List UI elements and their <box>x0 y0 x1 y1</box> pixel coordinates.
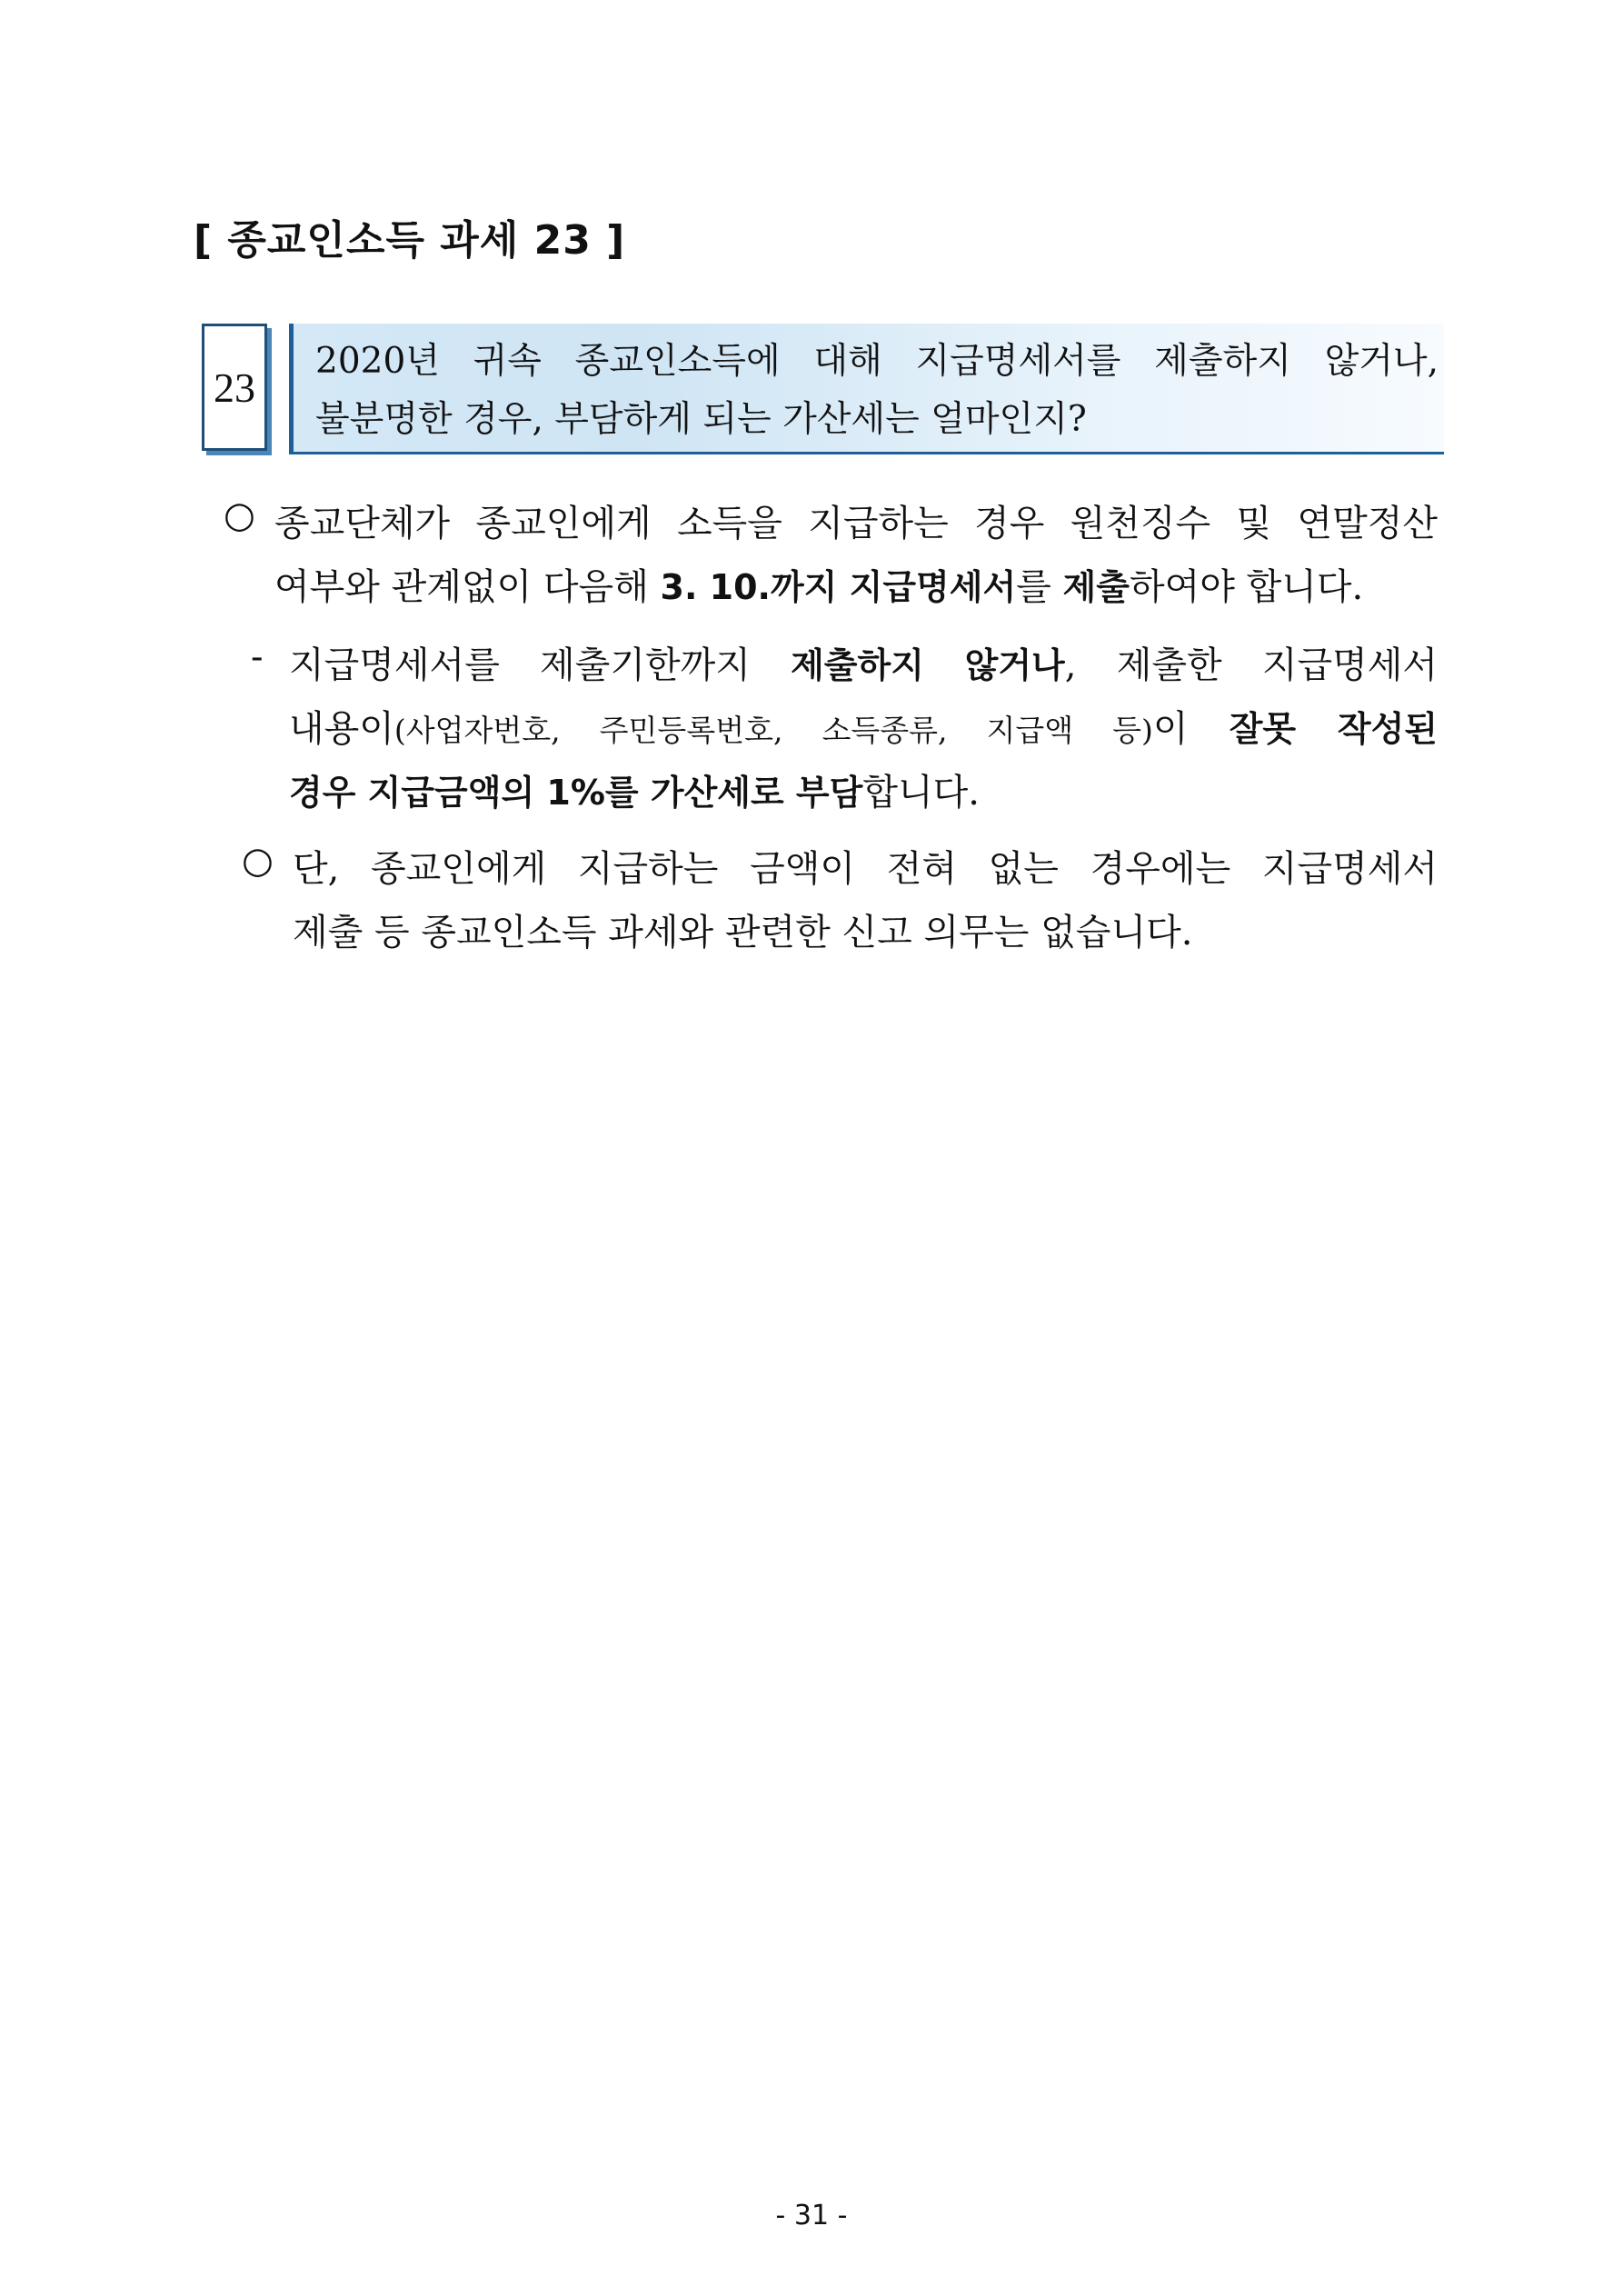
answer-p2-text-end: 합니다. <box>862 772 980 814</box>
answer-bullet-1: ○ <box>224 494 255 536</box>
answer-p2-details: (사업자번호, 주민등록번호, 소득종류, 지급액 등) <box>393 713 1153 748</box>
question-line-2: 불분명한 경우, 부담하게 되는 가산세는 얼마인지? <box>315 399 1087 440</box>
page-number: - 31 - <box>775 2200 848 2231</box>
question-header <box>202 324 1444 458</box>
answer-p1-text-e: 하여야 합니다. <box>1129 566 1364 608</box>
question-number-box: 23 <box>202 324 267 451</box>
answer-p2-wrongly-written: 잘못 작성된 <box>1229 709 1439 749</box>
answer-p2-text-a: 지급명세서를 제출기한까지 <box>289 644 792 686</box>
answer-p2-penalty: 경우 지급금액의 1%를 가산세로 부담 <box>289 773 863 813</box>
answer-p2-line-1 <box>289 636 1438 688</box>
answer-p1-deadline: 3. 10.까지 지급명세서 <box>660 567 1017 607</box>
answer-p1-text-c: 를 <box>1016 566 1063 608</box>
answer-p2-line-3 <box>289 764 980 815</box>
answer-p2-text-contents: 내용이 <box>289 708 394 750</box>
answer-p1-text-a: 여부와 관계없이 다음해 <box>274 566 661 608</box>
answer-bullet-3: ○ <box>242 840 274 882</box>
page-heading: [ 종교인소득 과세 23 ] <box>194 217 626 264</box>
answer-p3-line-1: 단, 종교인에게 지급하는 금액이 전혀 없는 경우에는 지급명세서 <box>293 848 1438 890</box>
answer-p3-line-2: 제출 등 종교인소득 과세와 관련한 신고 의무는 없습니다. <box>293 912 1193 953</box>
answer-p1-line-2 <box>274 558 1363 610</box>
question-text-box <box>289 324 1444 454</box>
answer-dash-2: - <box>251 636 264 678</box>
answer-p2-text-c: , 제출한 지급명세서 <box>1064 644 1439 686</box>
answer-p2-line-2 <box>289 700 1438 752</box>
answer-p1-submit: 제출 <box>1062 567 1130 607</box>
question-line-1: 2020년 귀속 종교인소득에 대해 지급명세서를 제출하지 않거나, <box>315 341 1439 382</box>
answer-p2-not-submitted: 제출하지 않거나 <box>791 645 1065 685</box>
answer-p2-text-i: 이 <box>1152 708 1230 750</box>
answer-p1-line-1: 종교단체가 종교인에게 소득을 지급하는 경우 원천징수 및 연말정산 <box>274 503 1438 544</box>
